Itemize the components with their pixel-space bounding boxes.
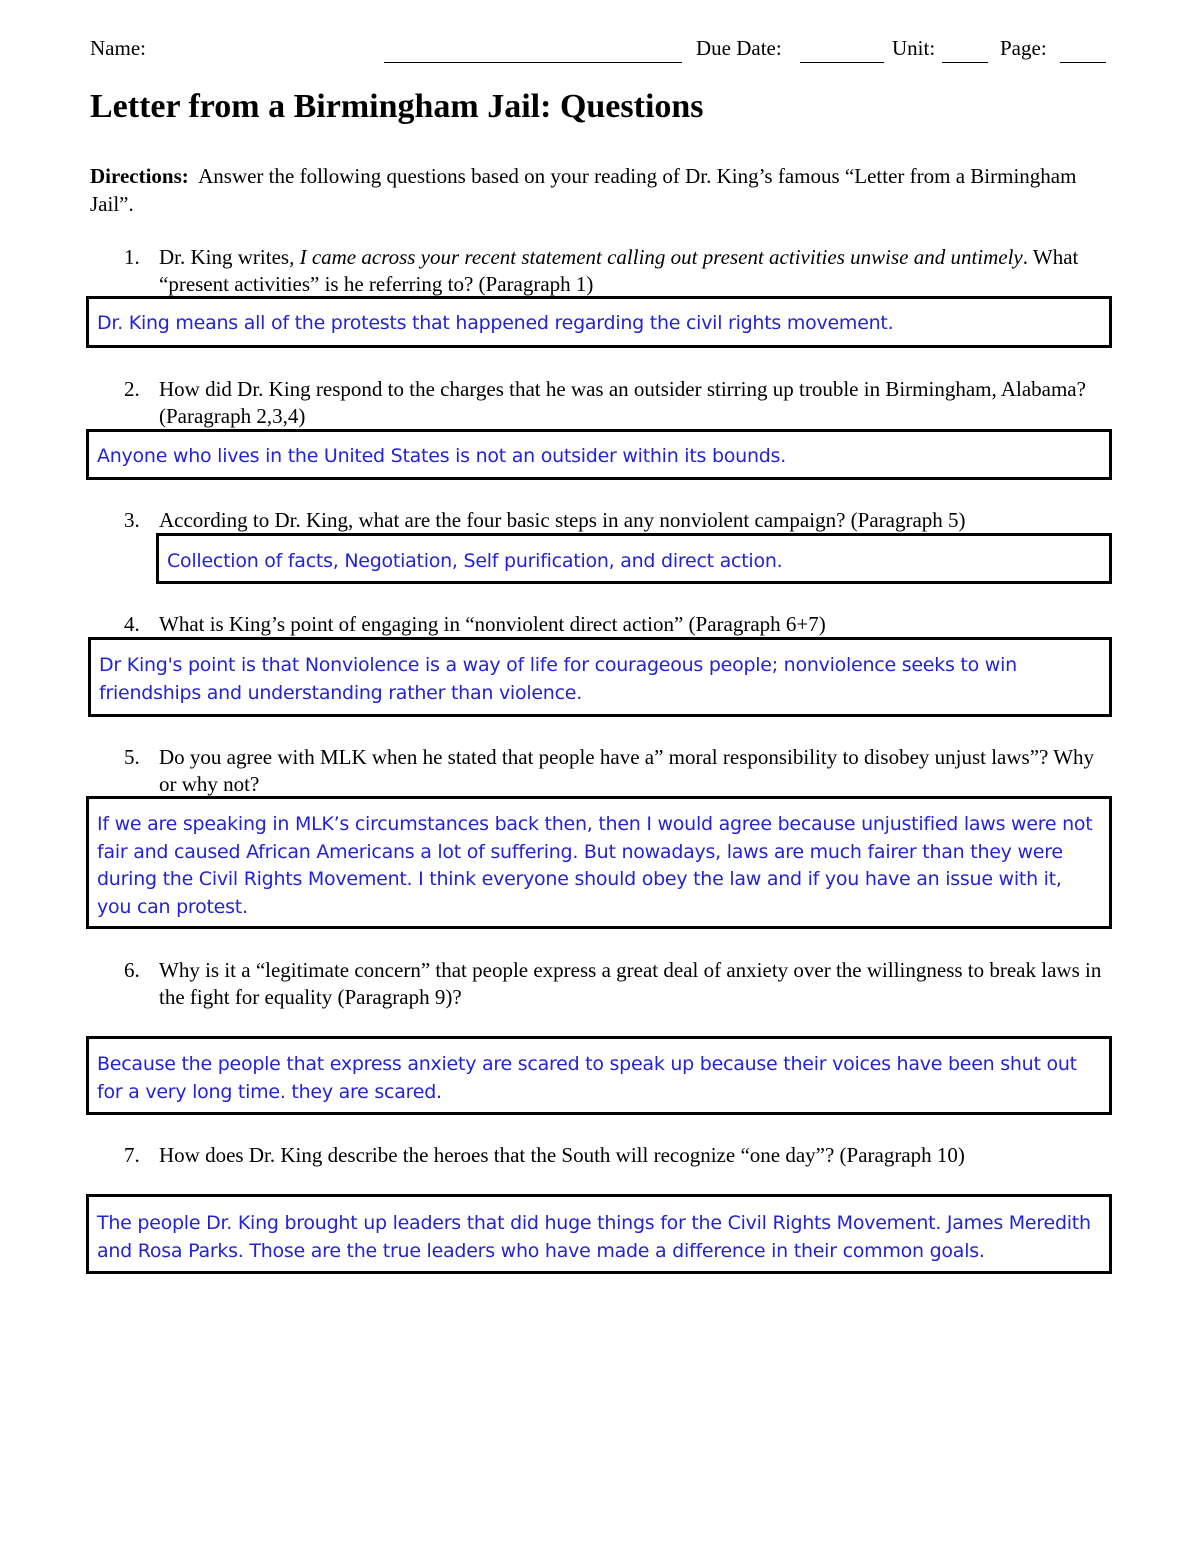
question-text: According to Dr. King, what are the four basic steps in any nonviolent campaign? (Paragraph 5) — [159, 508, 966, 532]
question-1 — [90, 244, 1110, 298]
question-number: 3. — [124, 508, 140, 532]
answer-box-5[interactable] — [86, 796, 1112, 929]
question-text: Do you agree with MLK when he stated that people have a” moral responsibility to disobey unjust laws”? Why or why not? — [159, 745, 1095, 796]
question-7 — [90, 1142, 1110, 1169]
page-label: Page: — [1000, 36, 1047, 60]
question-number: 1. — [124, 245, 140, 269]
unit-field[interactable] — [942, 62, 988, 63]
question-number: 2. — [124, 377, 140, 401]
question-number: 6. — [124, 958, 140, 982]
question-number: 5. — [124, 745, 140, 769]
due-date-field[interactable] — [800, 62, 884, 63]
answer-box-1[interactable] — [86, 296, 1112, 348]
question-2 — [90, 376, 1110, 430]
answer-text: Because the people that express anxiety are scared to speak up because their voices have been shut out for a very long time. they are scared. — [97, 1053, 1077, 1103]
question-text: What is King’s point of engaging in “nonviolent direct action” (Paragraph 6+7) — [159, 612, 826, 636]
directions — [90, 162, 1100, 218]
page-title: Letter from a Birmingham Jail: Questions — [90, 88, 704, 125]
answer-box-6[interactable] — [86, 1036, 1112, 1115]
due-date-label: Due Date: — [696, 36, 782, 60]
header-row — [90, 36, 1110, 66]
question-text: How did Dr. King respond to the charges that he was an outsider stirring up trouble in Birmingham, Alabama? (Paragraph 2,3,4) — [159, 377, 1086, 428]
answer-text: If we are speaking in MLK’s circumstances back then, then I would agree because unjustified laws were not fair and caused African Americans a lot of suffering. But nowadays, laws are much fairer than they were during the Civil Rights Movement. I think everyone should obey the law and if you have an issue with it, you can protest. — [97, 813, 1093, 918]
question-quote: , I came across your recent statement calling out present activities unwise and untimely — [289, 245, 1023, 269]
answer-box-2[interactable] — [86, 429, 1112, 480]
answer-text: Collection of facts, Negotiation, Self purification, and direct action. — [167, 550, 783, 572]
question-number: 7. — [124, 1143, 140, 1167]
question-number: 4. — [124, 612, 140, 636]
answer-box-3[interactable] — [156, 533, 1112, 584]
answer-text: Dr. King means all of the protests that happened regarding the civil rights movement. — [97, 312, 894, 334]
name-label: Name: — [90, 36, 146, 60]
answer-box-7[interactable] — [86, 1194, 1112, 1274]
directions-text: Answer the following questions based on your reading of Dr. King’s famous “Letter from a Birmingham Jail”. — [90, 164, 1077, 216]
question-6 — [90, 957, 1110, 1011]
answer-text: The people Dr. King brought up leaders that did huge things for the Civil Rights Movement. James Meredith and Rosa Parks. Those are the true leaders who have made a difference in their common goals. — [97, 1212, 1091, 1262]
question-4 — [90, 611, 1110, 638]
question-text: How does Dr. King describe the heroes that the South will recognize “one day”? (Paragraph 10) — [159, 1143, 965, 1167]
answer-text: Anyone who lives in the United States is not an outsider within its bounds. — [97, 445, 786, 467]
answer-text: Dr King's point is that Nonviolence is a way of life for courageous people; nonviolence seeks to win friendships and understanding rather than violence. — [99, 654, 1017, 704]
name-field[interactable] — [384, 62, 682, 63]
answer-box-4[interactable] — [88, 637, 1112, 717]
page-field[interactable] — [1060, 62, 1106, 63]
directions-label: Directions: — [90, 164, 189, 188]
question-text: Why is it a “legitimate concern” that people express a great deal of anxiety over the willingness to break laws in the fight for equality (Paragraph 9)? — [159, 958, 1102, 1009]
unit-label: Unit: — [892, 36, 936, 60]
question-3 — [90, 507, 1110, 534]
question-text: Dr. King writes, I came across your recent statement calling out present activities unwise and untimely. What “present activities” is he referring to? (Paragraph 1) — [159, 245, 1079, 296]
question-5 — [90, 744, 1110, 798]
